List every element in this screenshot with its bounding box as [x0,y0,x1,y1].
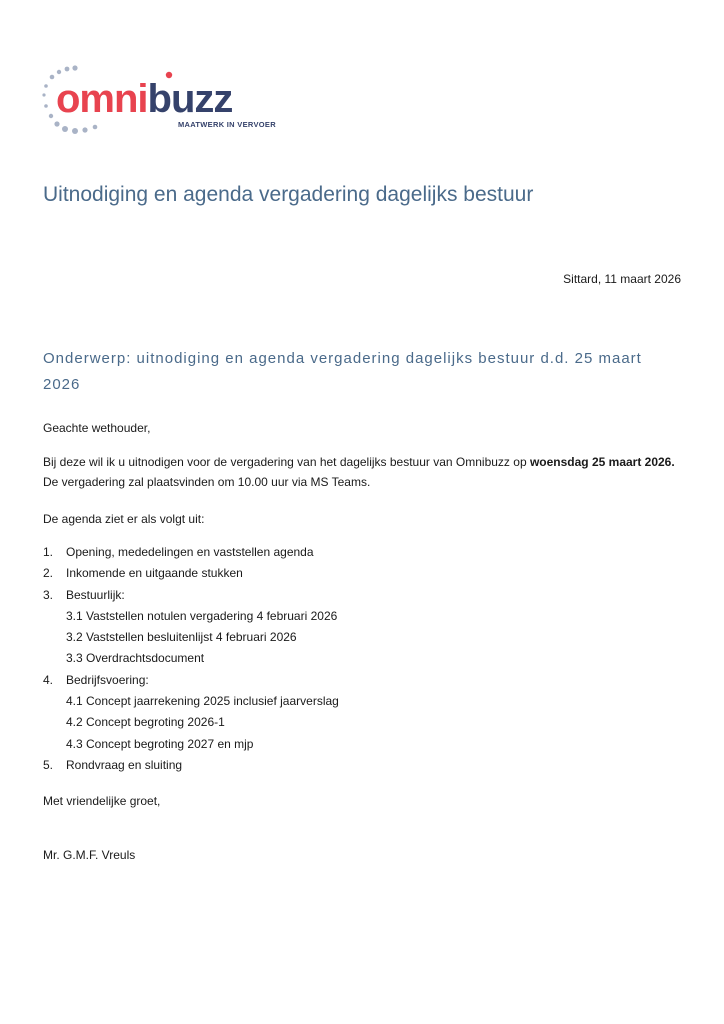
agenda-item-number: 3. [43,587,54,602]
invitation-text-start: Bij deze wil ik u uitnodigen voor de vergadering van het dagelijks bestuur van Omnibuzz op [43,455,530,469]
company-logo [42,64,302,138]
closing: Met vriendelijke groet, [43,794,161,808]
agenda-subitem: 4.1 Concept jaarrekening 2025 inclusief jaarverslag [66,694,339,709]
logo-graphic [42,64,302,138]
salutation: Geachte wethouder, [43,421,151,435]
logo-wordmark: omnibuzz [56,77,233,121]
agenda-intro: De agenda ziet er als volgt uit: [43,512,205,526]
agenda-item-number: 4. [43,672,54,687]
subject-line: Onderwerp: uitnodiging en agenda vergadering dagelijks bestuur d.d. 25 maart 2026 [43,350,642,393]
agenda-item-text: Inkomende en uitgaande stukken [66,566,243,581]
agenda-item-text: Opening, mededelingen en vaststellen agenda [66,545,314,559]
agenda-item-text: Bestuurlijk: [66,587,125,602]
document-title: Uitnodiging en agenda vergadering dagelijks bestuur [43,183,534,206]
agenda-item-number: 2. [43,566,54,581]
invitation-paragraph [43,452,683,492]
agenda-subitem: 4.2 Concept begroting 2026-1 [66,715,225,730]
agenda-item [43,563,683,584]
signature-name: Mr. G.M.F. Vreuls [43,848,136,862]
agenda-item-number: 1. [43,545,54,559]
agenda-item-text: Rondvraag en sluiting [66,757,183,772]
logo-tagline: MAATWERK IN VERVOER [178,120,276,129]
agenda-item-number: 5. [43,757,54,772]
agenda-subitem: 4.3 Concept begroting 2027 en mjp [66,736,254,751]
meeting-date: woensdag 25 maart 2026. [529,455,675,469]
agenda-item [43,542,683,563]
agenda-item [43,670,683,691]
agenda-subitem: 3.2 Vaststellen besluitenlijst 4 februari 2026 [66,630,297,645]
agenda-item [43,585,683,606]
place-date: Sittard, 11 maart 2026 [563,272,681,286]
agenda-subitem: 3.3 Overdrachtsdocument [66,651,205,666]
agenda-subitem: 3.1 Vaststellen notulen vergadering 4 februari 2026 [66,608,338,623]
agenda-item-text: Bedrijfsvoering: [66,672,149,687]
invitation-text-end: De vergadering zal plaatsvinden om 10.00 uur via MS Teams. [43,475,371,489]
agenda-list [43,542,683,776]
agenda-item [43,755,683,776]
